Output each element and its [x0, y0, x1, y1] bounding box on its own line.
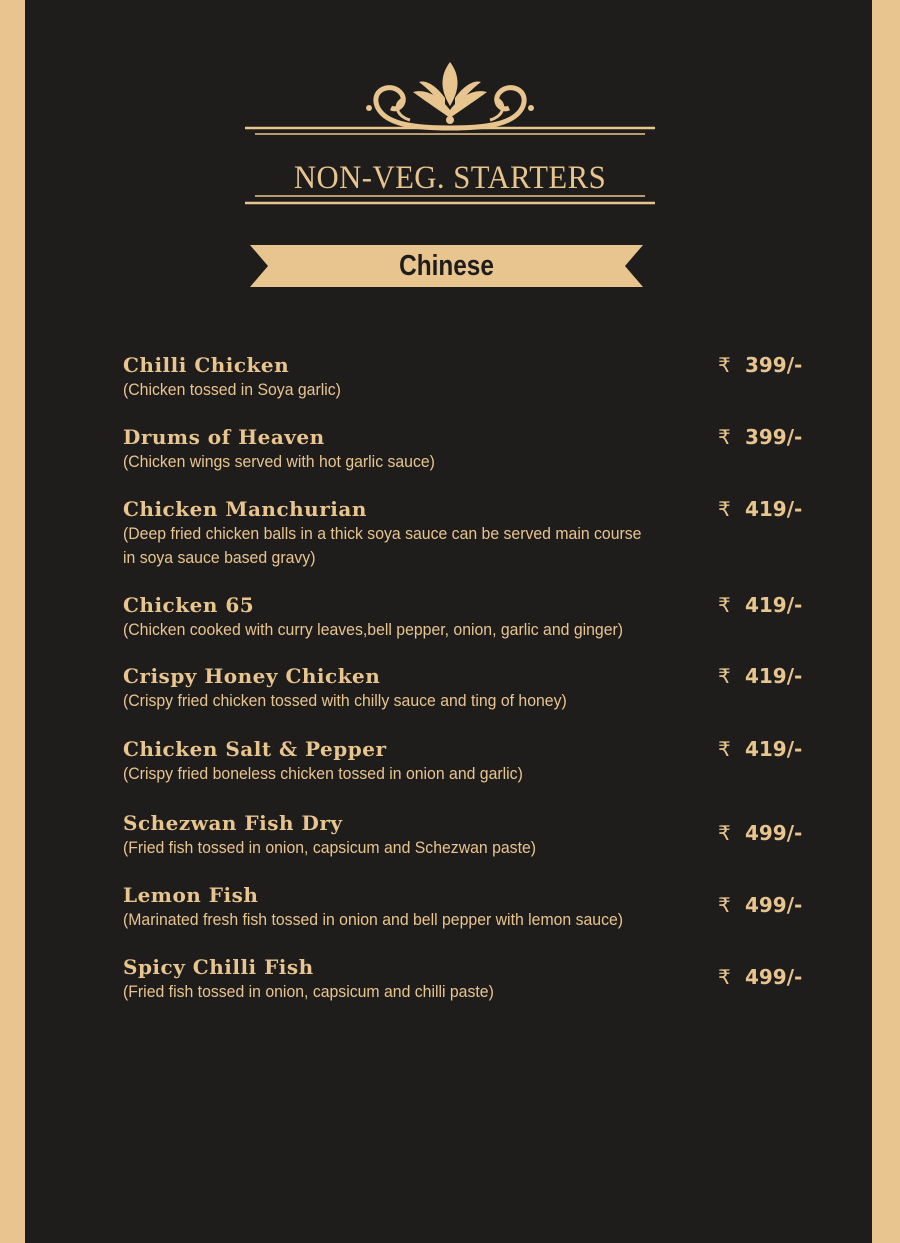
item-description: (Chicken cooked with curry leaves,bell pepper, onion, garlic and ginger) [123, 620, 624, 639]
item-description: (Fried fish tossed in onion, capsicum and Schezwan paste) [123, 838, 537, 857]
price-amount: 419/- [744, 497, 803, 521]
section-title: NON-VEG. STARTERS [293, 160, 607, 196]
menu-item [123, 736, 823, 786]
item-name: Crispy Honey Chicken [123, 664, 381, 688]
rupee-icon: ₹ [718, 893, 731, 917]
item-price [718, 663, 802, 689]
item-description: (Marinated fresh fish tossed in onion and bell pepper with lemon sauce) [123, 910, 624, 929]
item-description: (Chicken tossed in Soya garlic) [123, 380, 341, 399]
rupee-icon: ₹ [718, 821, 731, 845]
item-price [718, 592, 802, 618]
rupee-icon: ₹ [718, 737, 731, 761]
item-description: (Fried fish tossed in onion, capsicum and chilli paste) [123, 982, 494, 1001]
item-description: (Crispy fried boneless chicken tossed in onion and garlic) [123, 764, 523, 783]
item-name: Drums of Heaven [123, 425, 325, 449]
menu-item [123, 496, 823, 570]
price-amount: 499/- [744, 965, 803, 989]
section-subtitle: Chinese [399, 250, 494, 282]
menu-item [123, 954, 823, 1004]
item-description: (Crispy fried chicken tossed with chilly sauce and ting of honey) [123, 691, 567, 710]
rupee-icon: ₹ [718, 497, 731, 521]
item-name: Schezwan Fish Dry [123, 811, 343, 835]
item-name: Lemon Fish [123, 883, 259, 907]
item-description: (Chicken wings served with hot garlic sauce) [123, 452, 435, 471]
price-amount: 499/- [744, 821, 803, 845]
rupee-icon: ₹ [718, 664, 731, 688]
price-amount: 419/- [744, 664, 803, 688]
price-amount: 499/- [744, 893, 803, 917]
menu-item [123, 424, 823, 474]
price-amount: 419/- [744, 593, 803, 617]
item-price [718, 424, 802, 450]
price-amount: 399/- [744, 353, 803, 377]
price-amount: 399/- [744, 425, 803, 449]
rupee-icon: ₹ [718, 353, 731, 377]
menu-item [123, 663, 823, 713]
menu-item [123, 810, 823, 860]
item-name: Chicken Manchurian [123, 497, 367, 521]
menu-item [123, 352, 823, 402]
price-amount: 419/- [744, 737, 803, 761]
menu-item [123, 882, 823, 932]
item-name: Spicy Chilli Fish [123, 955, 314, 979]
item-name: Chicken Salt & Pepper [123, 737, 387, 761]
rupee-icon: ₹ [718, 425, 731, 449]
item-price [718, 736, 802, 762]
item-name: Chilli Chicken [123, 353, 290, 377]
menu-page [25, 0, 872, 1243]
menu-item [123, 592, 823, 642]
item-price [718, 352, 802, 378]
item-price [718, 496, 802, 522]
item-name: Chicken 65 [123, 593, 255, 617]
rupee-icon: ₹ [718, 593, 731, 617]
rupee-icon: ₹ [718, 965, 731, 989]
item-description: (Deep fried chicken balls in a thick soya sauce can be served main course in soya sauce based gravy) [123, 524, 642, 567]
item-price [718, 892, 802, 918]
item-price [718, 820, 802, 846]
item-price [718, 964, 802, 990]
